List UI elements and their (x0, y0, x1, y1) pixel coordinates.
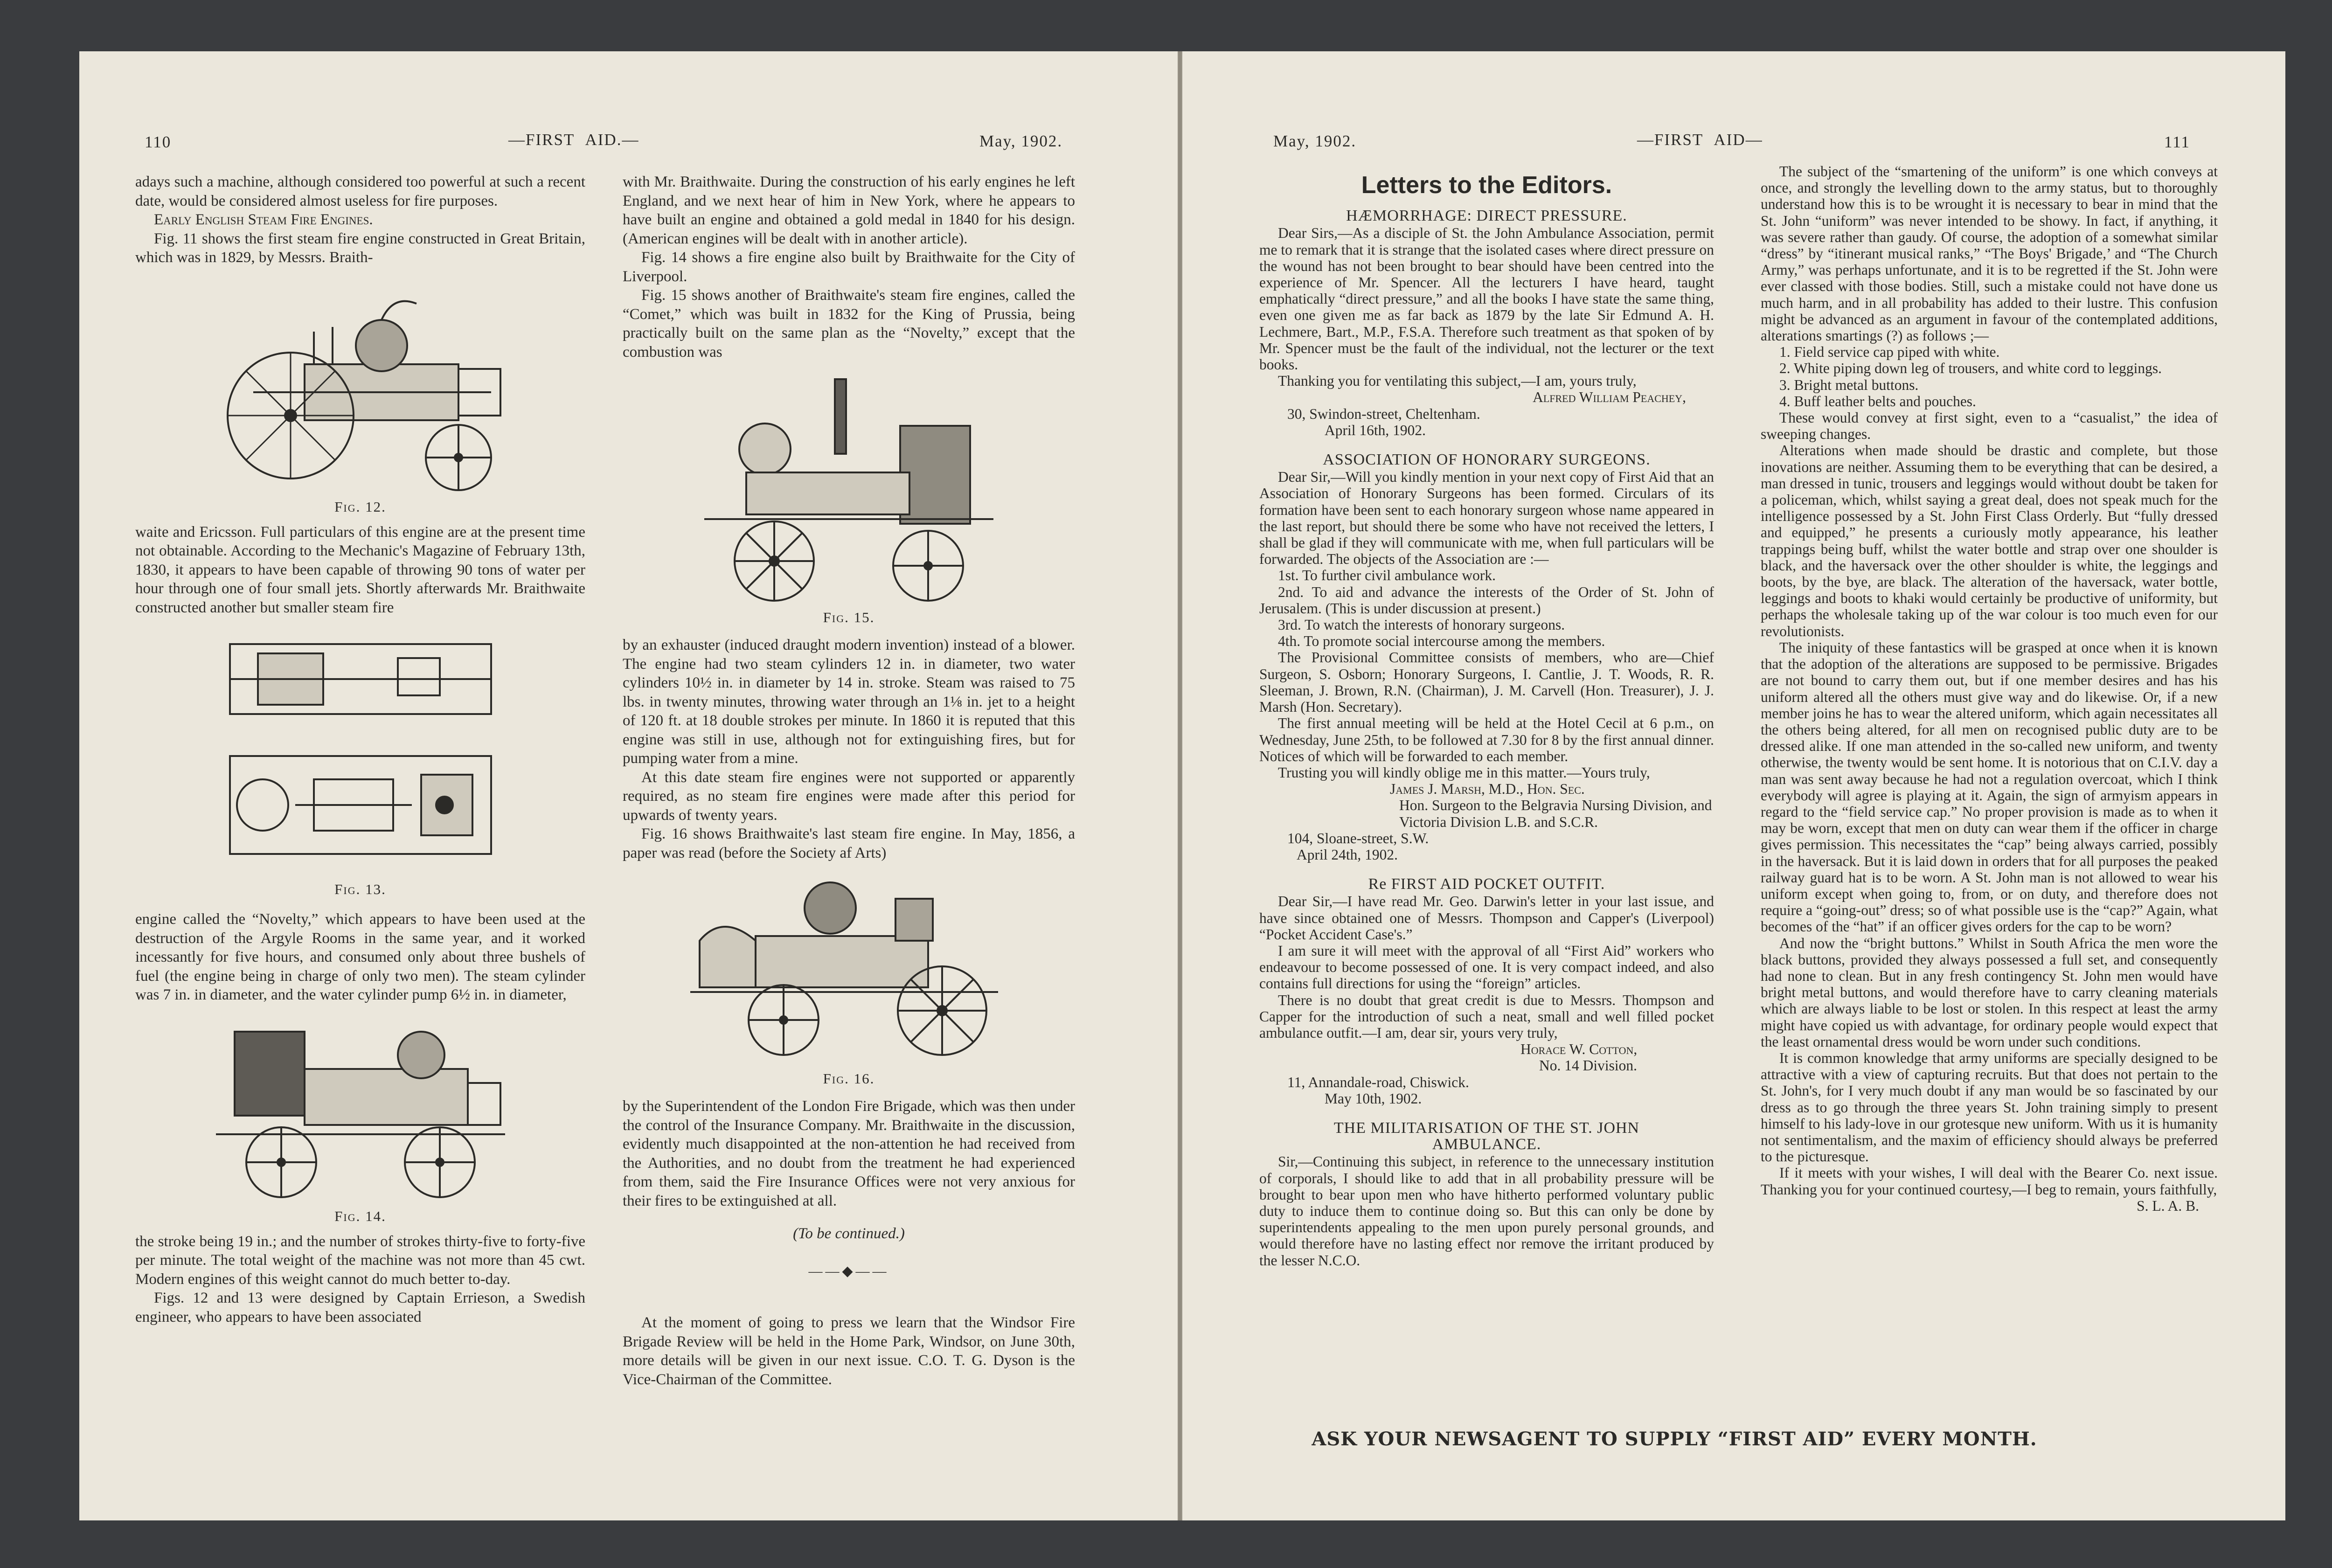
paragraph: Thanking you for ventilating this subject,—I am, yours truly, (1278, 373, 1637, 389)
letter-signature-detail: No. 14 Division. (1539, 1057, 1638, 1074)
paragraph: Fig. 11 shows the first steam fire engine constructed in Great Britain, which was in 1829, by Messrs. Braith- (135, 230, 585, 266)
paragraph: with Mr. Braithwaite. During the construction of his early engines he left England, and we next hear of him in New York, where he appears to have built an engine and obtained a gold medal in 1840 for his design. (American engines will be dealt with in another article). (623, 173, 1075, 247)
letter-signature: S. L. A. B. (2137, 1197, 2199, 1214)
letter-date: April 24th, 1902. (1297, 846, 1398, 863)
figure-14 (135, 1013, 585, 1228)
engine-plan-illustration (202, 625, 519, 877)
paragraph: There is no doubt that great credit is due to Messrs. Thompson and Capper for the introduction of such a neat, small and well filled pocket ambulance outfit.—I am, dear sir, yours very truly, (1259, 992, 1714, 1041)
right-column-2 (1761, 163, 2218, 1214)
paragraph: It is common knowledge that army uniforms are specially designed to be attractive with a view of capturing recruits. But that does not pertain to the St. John's, for I very much doubt if any man would be so fascinated by our dress as to go through the three years St. John training simply to present himself to his lady-love in our grotesque new uniform. With us it is humanity not sentimentalism, and the maxim of efficiency should always be preferred to the picturesque. (1761, 1049, 2218, 1165)
paragraph: Fig. 16 shows Braithwaite's last steam fire engine. In May, 1856, a paper was read (before the Society af Arts) (623, 826, 1075, 861)
paragraph: Dear Sir,—I have read Mr. Geo. Darwin's letter in your last issue, and have since obtained one of Messrs. Thompson and Capper's (Liverpool) “Pocket Accident Case's.” (1259, 893, 1714, 943)
paragraph: Fig. 15 shows another of Braithwaite's steam fire engines, called the “Comet,” which was built in 1832 for the King of Prussia, being practically built on the same plan as the “Novelty,” except that the combustion was (623, 287, 1075, 361)
paragraph: And now the “bright buttons.” Whilst in South Africa the men wore the black buttons, provided they always possessed a full set, and consequently had none to clean. But in any fresh contingency St. John men would have bright metal buttons, and would therefore have to carry cleaning materials which are always liable to be lost or stolen. In this respect at least the army might have copied us with advantage, for ordinary people would expect that the least ornamental dress would be worn under such conditions. (1761, 935, 2218, 1050)
footer-advert: ASK YOUR NEWSAGENT TO SUPPLY “FIRST AID” EVERY MONTH. (1312, 1428, 2037, 1450)
letter-signature: Horace W. Cotton, (1520, 1041, 1638, 1058)
paragraph: Trusting you will kindly oblige me in this matter.—Yours truly, (1278, 764, 1650, 781)
engine-illustration (681, 871, 1017, 1067)
letter-address: 30, Swindon-street, Cheltenham. (1287, 405, 1480, 422)
letter-address: 104, Sloane-street, S.W. (1287, 830, 1429, 846)
list-item: 3rd. To watch the interests of honorary surgeons. (1278, 617, 1565, 633)
page-number: 110 (145, 133, 172, 151)
list-item: 4. Buff leather belts and pouches. (1779, 393, 1976, 409)
figure-caption: Fig. 12. (334, 498, 386, 515)
paragraph: the stroke being 19 in.; and the number of strokes thirty-five to forty-five per minute. The total weight of the machine was not more than 45 cwt. Modern engines of this weight cannot do much better to-day. (135, 1233, 586, 1288)
page-date: May, 1902. (1273, 132, 1357, 150)
list-item: 3. Bright metal buttons. (1779, 376, 1919, 393)
left-column-1 (135, 173, 585, 1326)
figure-caption: Fig. 16. (823, 1070, 875, 1087)
paragraph: These would convey at first sight, even to a “casualist,” the idea of sweeping changes. (1761, 409, 2218, 443)
letter-heading: THE MILITARISATION OF THE ST. JOHN AMBULANCE. (1333, 1119, 1640, 1153)
list-item: 1. Field service cap piped with white. (1779, 344, 2000, 361)
to-be-continued: (To be continued.) (793, 1225, 905, 1242)
paragraph: I am sure it will meet with the approval of all “First Aid” workers who endeavour to become possessed of one. It is very compact indeed, and also contains full directions for using the “foreign” articles. (1259, 942, 1714, 992)
paragraph: At the moment of going to press we learn that the Windsor Fire Brigade Review will be held in the Home Park, Windsor, on June 30th, more details will be given in our next issue. C.O. T. G. Dyson is the Vice-Chairman of the Committee. (623, 1314, 1075, 1388)
paragraph: Sir,—Continuing this subject, in reference to the unnecessary institution of corporals, I should like to add that in all probability pressure will be brought to bear upon men who have hitherto performed voluntary public duty to induce them to continue doing so. But this can only be done by superintendents appealing to the men upon purely personal grounds, and would therefore have no lasting effect nor remove the irritant produced by the lesser N.C.O. (1259, 1153, 1714, 1269)
letter-signature: Alfred William Peachey, (1533, 389, 1686, 406)
paragraph: If it meets with your wishes, I will deal with the Bearer Co. next issue. Thanking you for your continued courtesy,—I beg to remain, yours faithfully, (1761, 1165, 2218, 1198)
paragraph: Fig. 14 shows a fire engine also built by Braithwaite for the City of Liverpool. (623, 249, 1075, 285)
engine-illustration (197, 1013, 524, 1204)
letter-date: April 16th, 1902. (1325, 422, 1426, 438)
page-date: May, 1902. (979, 132, 1063, 150)
figure-13 (135, 625, 585, 905)
list-item: 2. White piping down leg of trousers, and white cord to leggings. (1779, 360, 2162, 377)
figure-caption: Fig. 14. (334, 1207, 386, 1224)
paragraph: adays such a machine, although considered too powerful at such a recent date, would be considered almost useless for fire purposes. (135, 173, 585, 209)
letter-signature: James J. Marsh, M.D., Hon. Sec. (1390, 781, 1585, 798)
section-title: Letters to the Editors. (1361, 172, 1612, 199)
section-heading: Early English Steam Fire Engines. (154, 211, 373, 228)
paragraph: The Provisional Committee consists of members, who are—Chief Surgeon, S. Osborn; Honorary Surgeons, I. Cantlie, J. T. Woods, R. R. Sleeman, J. Brown, R.N. (Chairman), J. M. Carvell (Hon. Treasurer), J. J. Marsh (Hon. Secretary). (1259, 649, 1714, 715)
left-column-2 (623, 173, 1075, 1389)
paragraph: Figs. 12 and 13 were designed by Captain Errieson, a Swedish engineer, who appears to have been associated (135, 1290, 585, 1325)
letter-address: 11, Annandale-road, Chiswick. (1287, 1074, 1469, 1090)
list-item: 4th. To promote social intercourse among the members. (1278, 633, 1605, 650)
right-column-1 (1259, 172, 1714, 1269)
letter-heading: HÆMORRHAGE: DIRECT PRESSURE. (1346, 207, 1627, 225)
engine-illustration (686, 370, 1012, 605)
paragraph: The subject of the “smartening of the uniform” is one which conveys at once, and strongly the levelling down to the army status, but to thoroughly understand how this is to be wrought it is necessary to bear in mind that the St. John “uniform” was never intended to be showy. In fact, if anything, it was severe rather than gaudy. Of course, the adoption of a somewhat similar “dress” by “itinerant musical ranks,” “The Boys' Brigade,’ and “The Church Army,” was perhaps unfortunate, and it is to be regretted if the St. John were ever classed with those bodies. Still, such a mistake could not have done us much harm, and in all probability has added to their lustre. This confusion might be advanced as an argument in favour of the contemplated additions, alterations smartings (?) as follows ;— (1761, 163, 2218, 344)
list-item: 2nd. To aid and advance the interests of the Order of St. John of Jerusalem. (This is under discussion at present.) (1259, 583, 1714, 617)
figure-12 (135, 276, 585, 518)
letter-signature-detail: Hon. Surgeon to the Belgravia Nursing Division, and Victoria Division L.B. and S.C.R. (1399, 797, 1712, 830)
paragraph: waite and Ericsson. Full particulars of this engine are at the present time not obtainable. According to the Mechanic's Magazine of February 13th, 1830, it appears to have been capable of throwing 90 tons of water per hour through one of four small jets. Shortly afterwards Mr. Braithwaite constructed another but smaller steam fire (135, 523, 585, 616)
running-title: —FIRST AID— (1637, 131, 1763, 149)
paragraph: Dear Sir,—Will you kindly mention in your next copy of First Aid that an Association of Honorary Surgeons has been formed. Circulars of its formation have been sent to each honorary surgeon whose name appeared in the last report, but should there be some who have not received the letters, I shall be glad if they will communicate with me, when full particulars will be forwarded. The objects of the Association are :— (1259, 469, 1714, 568)
paragraph: The iniquity of these fantastics will be grasped at once when it is known that the adoption of the alterations are supposed to be permissive. Brigades are not bound to carry them out, but if one member desires and has his uniform altered all the others must give way and do likewise. Or, if a new member joins he has to wear the altered uniform, which again necessitates all the others being altered, for all men on recognised public duty are to be dressed alike. If one man attended in the so-called new uniform, and twenty otherwise, the twenty would be sent home. It is notorious that on C.I.V. day a man was sent away because he had not a regulation overcoat, which I think everybody will agree is playing at it. Again, the sign of armyism appears in regard to the “field service cap.” No proper provision is made as to when it may be worn, except that men on duty can wear them if the officer in charge gives permission. This necessitates the “cap” being always carried, possibly in the haversack. But it is laid down in orders that for all purposes the peaked railway guard hat is to be worn. A St. John man is not allowed to wear his uniform except when going to, from, or on duty, and therefore does not require a “going-out” dress; so of what possible use is the “cap?” Again, what becomes of the “hat” if an officer gives orders for the cap to be worn? (1761, 639, 2218, 935)
paragraph: At this date steam fire engines were not supported or apparently required, as no steam fire engines were made after this period for upwards of twenty years. (623, 769, 1075, 824)
letter-heading: ASSOCIATION OF HONORARY SURGEONS. (1323, 451, 1651, 469)
letter-date: May 10th, 1902. (1325, 1090, 1422, 1107)
paragraph: Dear Sirs,—As a disciple of St. the John Ambulance Association, permit me to remark that it is strange that the isolated cases where direct pressure on the wound has not been brought to bear should have been centred into the experience of Mr. Spencer. All the lecturers I have heard, taught emphatically “direct pressure,” and all the books I have state the same thing, even one given me as far back as 1879 by the late Sir Edmund A. H. Lechmere, Bart., M.P., F.S.A. Therefore such treatment as that spoken of by Mr. Spencer must be the fault of the individual, not the lecturer or the text books. (1259, 225, 1714, 373)
page-number: 111 (2164, 133, 2190, 151)
figure-caption: Fig. 15. (823, 609, 875, 625)
paragraph: by the Superintendent of the London Fire Brigade, which was then under the control of the Insurance Company. Mr. Braithwaite in the discussion, evidently much disappointed at the non-attention he had received from the Authorities, and no doubt from the treatment he had experienced from them, said the Fire Insurance Offices were not very anxious for their fires to be extinguished at all. (623, 1098, 1075, 1209)
section-divider: ——◆—— (808, 1263, 889, 1279)
figure-16 (623, 871, 1075, 1092)
figure-15 (623, 370, 1075, 631)
running-title: —FIRST AID.— (508, 131, 639, 149)
engine-illustration (197, 276, 524, 495)
paragraph: by an exhauster (induced draught modern invention) instead of a blower. The engine had two steam cylinders 12 in. in diameter, two water cylinders 10½ in. in diameter by 14 in. stroke. Steam was raised to 75 lbs. in twenty minutes, throwing water through an 1⅛ in. jet to a height of 120 ft. at 18 double strokes per minute. In 1860 it is reputed that this engine was still in use, although not for extinguishing fires, but for pumping water from a mine. (623, 637, 1075, 767)
figure-caption: Fig. 13. (334, 881, 386, 897)
paragraph: engine called the “Novelty,” which appears to have been used at the destruction of the Argyle Rooms in the same year, and it worked incessantly for five hours, and consumed only about three bushels of fuel (the engine being in charge of only two men). The steam cylinder was 7 in. in diameter, and the water cylinder pump 6½ in. in diameter, (135, 911, 585, 1003)
letter-heading: Re FIRST AID POCKET OUTFIT. (1368, 875, 1605, 893)
paragraph: The first annual meeting will be held at the Hotel Cecil at 6 p.m., on Wednesday, June 25th, to be followed at 7.30 for 8 by the first annual dinner. Notices of which will be forwarded to each member. (1259, 715, 1714, 764)
list-item: 1st. To further civil ambulance work. (1278, 567, 1496, 584)
paragraph: Alterations when made should be drastic and complete, but those inovations are neither. Assuming them to be everything that can be desired, a man dressed in tunic, trousers and leggings would without doubt be taken for a policeman, which, whilst saying a great deal, does not speak much for the intelligence possessed by a St. John First Class Orderly. But “fully dressed and equipped,” he presents a curiously motly appearance, his leather trappings being buff, whilst the water bottle and strap over one shoulder is black, and the haversack over the other shoulder is white, the leggings and boots, by the bye, are black. The alteration of the haversack, water bottle, leggings and boots to khaki would certainly be productive of uniformity, but perhaps the wholesale taking up of the war colour is too much even for our revolutionists. (1761, 442, 2218, 639)
